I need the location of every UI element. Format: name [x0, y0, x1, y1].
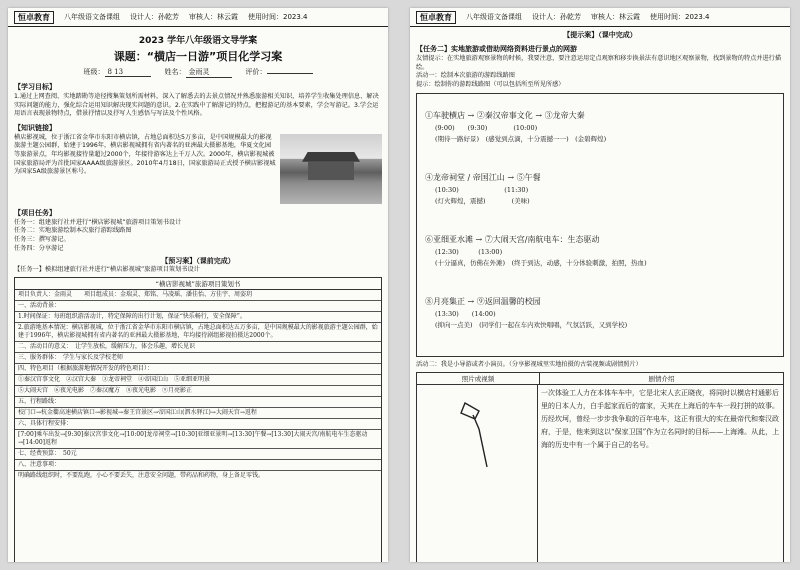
- right-page: [410, 8, 790, 562]
- route-text: ④龙帝祠堂 / 帝国江山 → ⑤午餐: [425, 173, 541, 183]
- preview-title: 【预习案】（课前完成）: [161, 257, 235, 266]
- route-note: (期待一路好景) (感觉到点滴，十分震撼一一) (金碧辉煌): [435, 135, 607, 144]
- route-note: (灯火辉煌，震撼) (美味): [435, 197, 530, 206]
- col-story-header: 剧情介绍: [648, 374, 675, 383]
- course-label: 八年级语文备课组: [466, 13, 522, 21]
- plan-row[interactable]: 2.旅游地基本情况：横店影视城，位于浙江省金华市东阳市横店镇，占地总面积达五万多亩，是中国规模最大的影视旅游主题公园群，始建于1996年，横店影视城拥有省内著名的亚洲最大摄影基地，年均接待剧组影视拍摄达2000个。: [15, 323, 381, 342]
- route-time: (12:30) (13:00): [435, 248, 503, 257]
- plan-row: 五、行程路线：: [15, 397, 381, 408]
- name-label: 姓名：: [164, 68, 186, 76]
- route-time: (9:00) (9:30) (10:00): [435, 124, 538, 133]
- student-meta: [8, 67, 388, 78]
- doc-subtitle: 课题：“横店一日游”项目化学习案: [113, 50, 283, 63]
- designer-label: 设计人：孙乾芳: [130, 13, 179, 21]
- designer-label: 设计人：孙乾芳: [532, 13, 581, 21]
- plan-row[interactable]: 1.时间保证：每班组织游活动计，特定保障的出行计划，保证“快乐畅行，安全保障”。: [15, 312, 381, 323]
- doc-title: 2023 学年八年级语文导学案: [138, 36, 258, 46]
- page-header: [410, 8, 790, 27]
- knowledge-text: 横店影视城，位于浙江省金华市东阳市横店镇，占地总面积达5万多亩，是中国规模最大的影视旅游主题公园群，始建于1996年，横店影视城拥有省内著名的亚洲最大摄影基地，华夏文化园等旅游景点，年均影视接待量超过2000个，年接待游客达上千万人次。2000年，横店影视城被国家旅游局评为首批国家AAAA级旅游景区。2010年4月18日，国家旅游局正式授予横店影视城为国家5A级旅游景区称号。: [14, 133, 276, 176]
- goals-text: 1.通过上网查阅、实地踏勘等途径搜集策划所需材料，深入了解悉去的去景点情况并熟悉旅游相关知识，培养学生收集处理信息、解决实际问题的能力，强化综合运用知识解决现实问题的意识。2.在实践中了解游记的特点，把握游记的基本要素，学会写游记。3.学会运用语言表现景物特点，借景抒情以及抒写人生感悟与写法及个性风格。: [14, 93, 379, 118]
- route-text: ⑧月亮集正 → ⑨返回温馨的校园: [425, 297, 541, 307]
- route-text: ①车驶横店 → ②秦汉帝事文化 → ③龙帝大秦: [425, 111, 585, 121]
- route-step: [425, 110, 606, 143]
- col-photo-header: 照片或视频: [417, 373, 540, 384]
- class-field[interactable]: 8 13: [105, 68, 151, 77]
- task-item: 任务一：组建旅行社并进行“横店影视城”旅游项目策划书设计: [14, 218, 182, 226]
- tasks-title: 【项目任务】: [14, 208, 56, 217]
- plan-row[interactable]: 三、服务群体： 学生与家长及学校老师: [15, 353, 381, 364]
- share-table: [416, 372, 784, 562]
- course-label: 八年级语文备课组: [64, 13, 120, 21]
- plan-row: 一、活动背景：: [15, 301, 381, 312]
- route-step: [425, 296, 627, 329]
- route-time: (13:30) (14:00): [435, 310, 496, 319]
- knowledge-title: 【知识链接】: [14, 123, 56, 132]
- plan-row: 六、具体行程安排：: [15, 419, 381, 430]
- logo: 恒卓教育: [14, 11, 54, 24]
- route-text: ⑥亚细亚水滩 → ⑦大闹天宫/南航电车：生态驱动: [425, 235, 600, 245]
- route-step: [425, 172, 541, 205]
- plan-row: 四、特色项目（根据旅游地情况开发的特色项目）：: [15, 364, 381, 375]
- route-note: (十分逼真，仿佛在外滩) (终于到达，动感，十分体验刺激，拍照，热血): [435, 259, 647, 268]
- goals-title: 【学习目标】: [14, 83, 56, 91]
- hint-text: 提示：绘制你的游踪线路图（可以包括所至所见所感）: [416, 80, 565, 88]
- task-item: 任务二：实地旅游绘制本次旅行游踪线路图: [14, 227, 132, 235]
- date-label: 使用时间：2023.4: [248, 13, 308, 21]
- task1-heading: 【任务一】模拟组建旅行社并进行“横店影视城”旅游项目策划书设计: [14, 266, 200, 274]
- date-label: 使用时间：2023.4: [650, 13, 710, 21]
- plan-row[interactable]: 校门口→杭金衢高速横店镇口→影视城→秦王宫景区→帝国江山(泗水驿江)→大闹天宫→返程: [15, 408, 381, 419]
- page-header: [8, 8, 388, 27]
- story-cell[interactable]: 一次体验工人力在本体车车中，它是北宋人玄正晓夜，将同时以横店村通影后里的日本人力，白手起家而后的富家，天其在上海后的车车一段打拼的故事。历经坎坷，曾经一步步我争取的百年电车，这正有很大的实在最帝代和秦汉政府，于是，他来到这以“保家卫国”作为立名同时的目标——上海滩。从此，上海的历史中有一个属于自己的名号。: [541, 388, 780, 449]
- task-item: 任务四：分享游记: [14, 244, 64, 252]
- class-label: 班级：: [83, 68, 105, 76]
- plan-row[interactable]: 七、经费预算： 50元: [15, 449, 381, 460]
- tool-sketch-icon: [417, 385, 537, 562]
- reviewer-label: 审核人：林云霞: [591, 13, 640, 21]
- reviewer-label: 审核人：林云霞: [189, 13, 238, 21]
- palace-photo: [280, 134, 382, 204]
- route-map-box[interactable]: [416, 93, 784, 357]
- eval-field[interactable]: [267, 73, 313, 74]
- route-step: [425, 234, 647, 267]
- activity2-label: 活动二：我是小导游或者小演员。（分享影视城里实地拍摄的古装视频或剧情照片）: [416, 361, 642, 369]
- logo: 恒卓教育: [416, 11, 456, 24]
- eval-label: 评价：: [245, 68, 267, 76]
- activity1-label: 活动一：绘制本次旅游的游踪线路图: [416, 72, 515, 80]
- plan-row[interactable]: ⑤大闹天宫 ⑥夜光电影 ⑦秦汉魔方 ⑧夜光电影 ⑨月亮影正: [15, 386, 381, 397]
- route-time: (10:30) (11:30): [435, 186, 529, 195]
- task2-heading: 【任务二】实地旅游或借助网络资料进行景点的网游: [416, 45, 577, 53]
- tip-text: 友情提示：在实地旅游观察景物的时候，我要注意，要注意运用定点观察和移步换景法有意识地区观察景物，找到景物的特点并进行描绘。: [416, 55, 782, 71]
- photo-cell[interactable]: [417, 385, 538, 562]
- task-item: 任务三：撰写游记。: [14, 235, 70, 243]
- plan-row: 八、注意事项：: [15, 460, 381, 471]
- route-note: (抑向一点美) (同学们一起在车内欢快唱唱，气氛活跃，又到学校): [435, 321, 628, 330]
- plan-row[interactable]: 明确路线组织时，不要乱跑，小心不要丢失，注意安全问题，带药品和药物，身上备足零钱。: [18, 471, 265, 479]
- plan-row[interactable]: 项目负责人：金雨灵 项目组成员：金瑞灵、郑铭、马凌瑶、潘佳怡、方佳宇、周姿玥: [15, 290, 381, 301]
- prompt-title: 【提示案】（课中完成）: [563, 31, 637, 39]
- plan-row[interactable]: ①秦汉宫事文化 ②汉宫大秦 ③龙帝祠堂 ④帝国江山 ⑤亚细亚明景: [15, 375, 381, 386]
- left-page: [8, 8, 388, 562]
- plan-form: [14, 277, 382, 562]
- knowledge-block: [14, 134, 382, 204]
- share-table-body: [417, 385, 783, 562]
- share-table-header: [417, 373, 783, 385]
- plan-row[interactable]: 二、活动目的意义： 让学生放松，缓解压力，体会乐趣，增长见识: [15, 342, 381, 353]
- plan-title: “横店影视城”旅游项目策划书: [15, 278, 381, 290]
- name-field[interactable]: 金雨灵: [186, 67, 232, 78]
- plan-row[interactable]: [7:00]乘车出发→[9:30]秦汉宫事文化→[10:00]龙帝祠堂→[10:30]亚细亚景明→[13:30]午餐→[13:30]大闹天宫/南航电车生态驱动→[14:00]返程: [15, 430, 381, 449]
